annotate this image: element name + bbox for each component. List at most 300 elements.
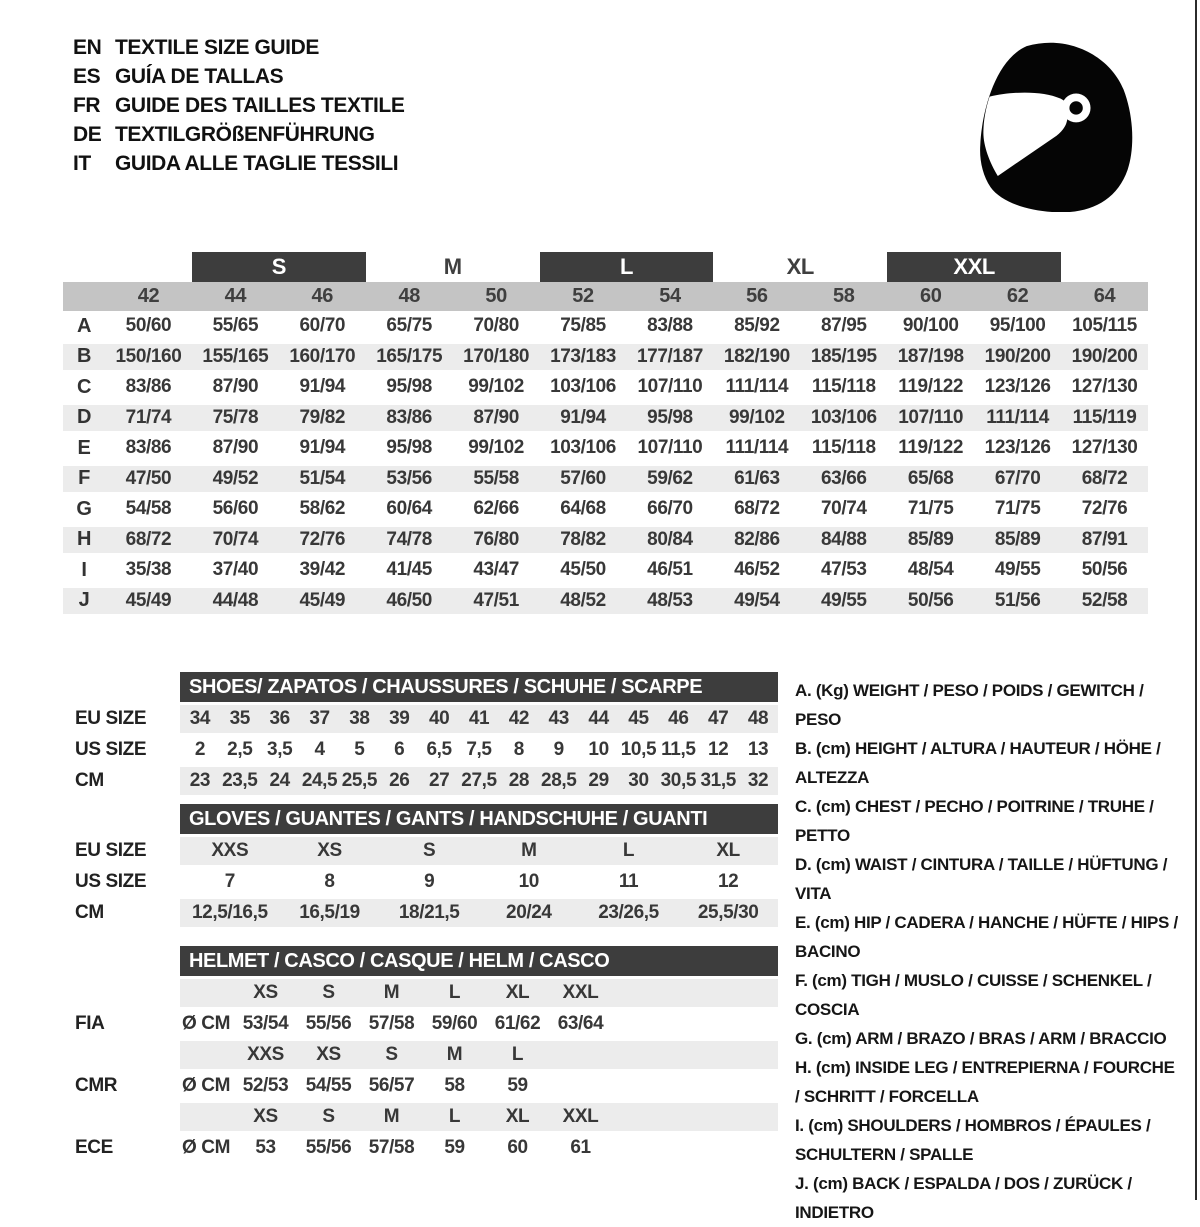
size-cell: 48/53 (647, 589, 693, 611)
row-label: EU SIZE (75, 840, 147, 861)
size-table-row (63, 342, 1148, 373)
size-cell: 50/56 (907, 589, 954, 611)
size-cell: 127/130 (1071, 437, 1138, 459)
size-cell: 40 (428, 708, 450, 729)
size-cell: 53 (255, 1137, 276, 1158)
size-cell: 70/74 (821, 498, 867, 520)
size-cell: 66/70 (647, 498, 693, 520)
size-cell: XXL (562, 982, 599, 1003)
size-table-row (63, 464, 1148, 495)
size-cell: 55/56 (305, 1013, 352, 1034)
size-cell: 45/49 (299, 589, 346, 611)
size-cell: 59 (444, 1137, 465, 1158)
row-cells (180, 837, 778, 865)
size-cell: 49/55 (994, 559, 1041, 581)
helmet-title-bar: HELMET / CASCO / CASQUE / HELM / CASCO (180, 946, 778, 976)
size-cell: 87/90 (212, 437, 259, 459)
gloves-title-row (63, 804, 778, 834)
size-group-xl: XL (786, 254, 814, 279)
size-cell: 45/49 (125, 589, 172, 611)
shoes-rows (63, 705, 778, 795)
size-cell: 49/54 (734, 589, 780, 611)
size-cell: 103/106 (550, 376, 616, 398)
size-cell: M (521, 840, 537, 861)
table-row (63, 1072, 778, 1100)
size-column-header: 44 (224, 285, 247, 307)
legend-item: D. (cm) WAIST / CINTURA / TAILLE / HÜFTUNG / VITA (795, 855, 1168, 903)
standard-label (63, 979, 180, 1007)
size-cell: 160/170 (289, 345, 356, 367)
size-cell: 173/183 (550, 345, 616, 367)
size-group-xxl: XXL (887, 252, 1061, 282)
size-cell: 91/94 (560, 406, 606, 428)
size-column-header: 50 (485, 285, 507, 307)
size-cell: 111/114 (725, 437, 789, 459)
legend-item: F. (cm) TIGH / MUSLO / CUISSE / SCHENKEL / COSCIA (795, 971, 1152, 1019)
size-group-m: M (443, 254, 462, 279)
size-cell: 35 (229, 708, 250, 729)
size-body-rows (63, 311, 1148, 616)
size-cell: 75/78 (212, 406, 259, 428)
size-cell: 119/122 (898, 437, 964, 459)
size-table-row (63, 525, 1148, 556)
size-cell: 12 (708, 739, 729, 760)
legend-item: E. (cm) HIP / CADERA / HANCHE / HÜFTE / HIPS / BACINO (795, 913, 1178, 961)
row-label: CM (75, 902, 104, 923)
row-cells (180, 705, 778, 733)
standard-label: ECE (75, 1137, 113, 1158)
size-cell: 71/75 (994, 498, 1041, 520)
size-cell: 57/60 (560, 467, 606, 489)
row-cells (180, 767, 778, 795)
size-cell: 26 (389, 770, 410, 791)
size-cell: 4 (314, 739, 325, 760)
table-row (63, 1010, 778, 1038)
size-cell: 41 (468, 708, 490, 729)
size-cell: 182/190 (723, 345, 790, 367)
language-code: EN (73, 36, 102, 59)
size-cell: 48/52 (560, 589, 606, 611)
size-column-header: 56 (746, 285, 768, 307)
table-row (63, 736, 778, 764)
size-row-label: G (76, 497, 92, 520)
size-cell: 12,5/16,5 (192, 902, 268, 923)
size-cell: 46/51 (647, 559, 693, 581)
row-label: US SIZE (75, 871, 147, 892)
size-cell: 24 (269, 770, 290, 791)
racing-helmet-svg (978, 42, 1133, 212)
size-column-header: 54 (659, 285, 681, 307)
legend-item: G. (cm) ARM / BRAZO / BRAS / ARM / BRACCIO (795, 1029, 1167, 1048)
spacer (63, 804, 180, 834)
size-cell: 12 (717, 871, 739, 892)
size-cell: S (322, 982, 335, 1003)
legend-item: B. (cm) HEIGHT / ALTURA / HAUTEUR / HÖHE / ALTEZZA (795, 739, 1161, 787)
size-cell: 18/21,5 (398, 902, 460, 923)
size-cell: S (423, 840, 436, 861)
size-cell: XXL (562, 1106, 599, 1127)
size-cell: XS (316, 1044, 341, 1065)
language-code: DE (73, 123, 102, 146)
size-cell: 115/119 (1072, 406, 1137, 428)
size-cell: 115/118 (811, 376, 876, 398)
diameter-cm-label: Ø CM (182, 1137, 231, 1158)
size-cell: 95/98 (386, 376, 432, 398)
size-cell: 79/82 (299, 406, 346, 428)
table-row (63, 705, 778, 733)
diameter-cm-label: Ø CM (182, 1013, 231, 1034)
size-cell: 60/64 (386, 498, 432, 520)
size-cell: 35/38 (125, 559, 172, 581)
size-cell: 63/66 (821, 467, 867, 489)
size-cell: 70/74 (212, 528, 259, 550)
size-cell: 54/55 (305, 1075, 352, 1096)
legend-item: H. (cm) INSIDE LEG / ENTREPIERNA / FOURCHE / SCHRITT / FORCELLA (795, 1058, 1175, 1106)
size-cell: 84/88 (821, 528, 867, 550)
gloves-title-bar: GLOVES / GUANTES / GANTS / HANDSCHUHE / GUANTI (180, 804, 778, 834)
size-cell: XL (716, 840, 740, 861)
size-cell: 57/58 (368, 1013, 415, 1034)
size-cell: 53/54 (242, 1013, 289, 1034)
size-cell: 63/64 (557, 1013, 604, 1034)
table-row (63, 868, 778, 896)
size-cell: XL (505, 1106, 530, 1127)
size-cell: 58 (444, 1075, 465, 1096)
size-cell: 6 (394, 739, 405, 760)
size-cell: 70/80 (473, 315, 519, 337)
size-column-header: 62 (1006, 285, 1029, 307)
size-group-s: S (192, 252, 366, 282)
language-title: TEXTILGRÖßENFÜHRUNG (115, 123, 375, 146)
size-cell: 85/92 (734, 315, 780, 337)
racing-helmet-icon (978, 42, 1133, 212)
size-cell: 82/86 (734, 528, 780, 550)
size-cell: 91/94 (299, 376, 346, 398)
spacer (63, 672, 180, 702)
size-cell: 9 (553, 739, 564, 760)
size-table-row (63, 311, 1148, 342)
size-cell: 29 (588, 770, 609, 791)
size-cell: 49/52 (212, 467, 259, 489)
page-right-border (1195, 0, 1197, 1200)
size-cell: 27,5 (461, 770, 497, 791)
size-cell: 13 (747, 739, 769, 760)
size-cell: 83/86 (386, 406, 432, 428)
size-column-header: 64 (1093, 285, 1116, 307)
size-cell: 170/180 (463, 345, 530, 367)
size-cell: 30,5 (660, 770, 697, 791)
size-cell: 6,5 (426, 739, 452, 760)
size-cell: 87/90 (212, 376, 259, 398)
size-cell: S (385, 1044, 398, 1065)
size-cell: 25,5 (341, 770, 378, 791)
language-row (73, 120, 404, 149)
size-cell: 85/89 (907, 528, 954, 550)
language-row (73, 62, 404, 91)
table-row (63, 1103, 778, 1131)
size-row-label: E (77, 436, 91, 459)
size-cell: 87/95 (821, 315, 867, 337)
size-cell: 55/56 (305, 1137, 352, 1158)
size-cell: 165/175 (376, 345, 443, 367)
size-cell: 111/114 (725, 376, 789, 398)
size-cell: 10,5 (620, 739, 657, 760)
size-cell: 115/118 (811, 437, 876, 459)
size-cell: 150/160 (115, 345, 182, 367)
size-cell: 71/74 (125, 406, 172, 428)
row-cells (180, 979, 778, 1007)
table-row (63, 767, 778, 795)
size-cell: 23/26,5 (598, 902, 659, 923)
shoes-title-bar: SHOES/ ZAPATOS / CHAUSSURES / SCHUHE / SCARPE (180, 672, 778, 702)
size-cell: 16,5/19 (299, 902, 360, 923)
size-cell: 20/24 (506, 902, 552, 923)
size-column-header: 60 (919, 285, 942, 307)
size-cell: 44 (588, 708, 609, 729)
legend-item: J. (cm) BACK / ESPALDA / DOS / ZURÜCK / INDIETRO (795, 1174, 1132, 1222)
size-column-header: 52 (572, 285, 594, 307)
size-cell: XXS (247, 1044, 284, 1065)
size-cell: XS (317, 840, 342, 861)
legend-item: A. (Kg) WEIGHT / PESO / POIDS / GEWITCH / PESO (795, 681, 1144, 729)
size-row-label: F (78, 467, 90, 490)
size-cell: 155/165 (202, 345, 269, 367)
size-cell: 62/66 (473, 498, 519, 520)
size-cell: 50/60 (125, 315, 172, 337)
size-cell: 72/76 (299, 528, 346, 550)
size-cell: 187/198 (897, 345, 964, 367)
size-row-label: B (76, 345, 92, 368)
size-column-header: 48 (398, 285, 420, 307)
size-cell: M (383, 1106, 400, 1127)
size-cell: L (622, 840, 635, 861)
size-cell: 83/86 (125, 376, 172, 398)
size-cell: XL (505, 982, 530, 1003)
measurement-legend (795, 676, 1183, 1227)
size-cell: 24,5 (301, 770, 338, 791)
gloves-table (63, 804, 778, 930)
spacer (63, 946, 180, 976)
size-cell: 46 (668, 708, 689, 729)
size-row-label: C (76, 375, 92, 398)
size-cell: 119/122 (898, 376, 964, 398)
shoes-title-row (63, 672, 778, 702)
size-cell: 53/56 (386, 467, 432, 489)
size-cell: 59/60 (431, 1013, 478, 1034)
size-cell: 46/50 (386, 589, 432, 611)
size-cell: 61/63 (734, 467, 780, 489)
size-column-header: 58 (833, 285, 855, 307)
size-cell: 28 (508, 770, 530, 791)
size-cell: 51/56 (994, 589, 1041, 611)
size-cell: 27 (428, 770, 450, 791)
size-table-row (63, 403, 1148, 434)
table-row (63, 837, 778, 865)
size-cell: 91/94 (299, 437, 346, 459)
size-cell: 177/187 (637, 345, 703, 367)
size-cell: XXS (211, 840, 249, 861)
row-cells (180, 899, 778, 927)
standard-label: FIA (75, 1013, 105, 1034)
size-cell: XS (253, 982, 278, 1003)
size-cell: 34 (189, 708, 211, 729)
size-cell: 85/89 (994, 528, 1041, 550)
size-cell: S (322, 1106, 335, 1127)
size-cell: 52/53 (242, 1075, 289, 1096)
size-cell: 103/106 (810, 406, 877, 428)
size-cell: 78/82 (560, 528, 606, 550)
size-cell: 90/100 (902, 315, 959, 337)
size-cell: 2 (194, 739, 206, 760)
size-cell: 48/54 (907, 559, 954, 581)
size-row-label: D (76, 406, 92, 429)
size-cell: 65/68 (907, 467, 954, 489)
language-title: GUIDE DES TAILLES TEXTILE (115, 94, 405, 117)
size-cell: 47 (708, 708, 729, 729)
row-cells (180, 868, 778, 896)
size-cell: 38 (349, 708, 370, 729)
size-cell: 58/62 (299, 498, 346, 520)
size-cell: 61 (570, 1137, 591, 1158)
size-cell: 23 (189, 770, 211, 791)
size-cell: 123/126 (984, 437, 1051, 459)
size-cell: 103/106 (550, 437, 616, 459)
row-cells (180, 1134, 778, 1162)
size-cell: M (383, 982, 400, 1003)
size-cell: L (448, 982, 461, 1003)
size-cell: 75/85 (560, 315, 606, 337)
size-cell: 47/51 (473, 589, 519, 611)
size-table-row (63, 433, 1148, 464)
size-number-row (63, 282, 1148, 311)
row-label: EU SIZE (75, 708, 147, 729)
size-table-row (63, 555, 1148, 586)
size-row-label: I (81, 558, 87, 581)
row-cells (180, 1041, 778, 1069)
size-cell: 43/47 (473, 559, 519, 581)
size-cell: 10 (518, 871, 539, 892)
table-row (63, 899, 778, 927)
size-cell: L (448, 1106, 461, 1127)
size-cell: 32 (747, 770, 769, 791)
size-cell: 67/70 (994, 467, 1041, 489)
size-cell: 55/65 (212, 315, 259, 337)
legend-item: I. (cm) SHOULDERS / HOMBROS / ÉPAULES / SCHULTERN / SPALLE (795, 1116, 1151, 1164)
size-cell: 95/98 (386, 437, 432, 459)
size-cell: 71/75 (907, 498, 954, 520)
size-cell: 59/62 (647, 467, 693, 489)
size-cell: 56/60 (212, 498, 259, 520)
size-row-label: A (76, 314, 92, 337)
size-cell: 95/100 (989, 315, 1046, 337)
size-cell: 99/102 (468, 437, 524, 459)
size-cell: 74/78 (386, 528, 432, 550)
size-cell: 47/50 (125, 467, 172, 489)
size-cell: 25,5/30 (697, 902, 759, 923)
size-cell: 8 (513, 739, 524, 760)
language-title: GUÍA DE TALLAS (115, 65, 284, 88)
size-cell: 48 (747, 708, 769, 729)
size-cell: 107/110 (637, 376, 703, 398)
row-label: US SIZE (75, 739, 147, 760)
size-cell: 80/84 (647, 528, 693, 550)
size-cell: 185/195 (810, 345, 877, 367)
size-cell: M (446, 1044, 463, 1065)
size-cell: 47/53 (821, 559, 867, 581)
size-group-row (63, 252, 1148, 282)
size-cell: 49/55 (821, 589, 867, 611)
size-cell: 56/57 (368, 1075, 415, 1096)
size-cell: 39 (389, 708, 410, 729)
size-cell: 28,5 (541, 770, 577, 791)
size-cell: XS (253, 1106, 278, 1127)
size-cell: 83/88 (647, 315, 693, 337)
size-cell: 44/48 (212, 589, 259, 611)
size-table-row (63, 494, 1148, 525)
language-list (73, 33, 404, 178)
size-cell: 61/62 (494, 1013, 541, 1034)
size-cell: 3,5 (267, 739, 293, 760)
language-row (73, 149, 404, 178)
size-cell: 99/102 (729, 406, 785, 428)
shoes-table (63, 672, 778, 798)
size-cell: 87/90 (473, 406, 519, 428)
size-cell: 190/200 (984, 345, 1051, 367)
row-cells (180, 1072, 778, 1100)
size-table-row (63, 372, 1148, 403)
table-row (63, 1134, 778, 1162)
size-cell: 10 (588, 739, 609, 760)
legend-item: C. (cm) CHEST / PECHO / POITRINE / TRUHE / PETTO (795, 797, 1154, 845)
size-cell: 190/200 (1071, 345, 1138, 367)
helmet-title-row (63, 946, 778, 976)
size-cell: 60 (507, 1137, 528, 1158)
size-cell: 51/54 (299, 467, 346, 489)
language-code: FR (73, 94, 101, 117)
size-cell: 59 (507, 1075, 528, 1096)
row-cells (180, 736, 778, 764)
size-cell: 72/76 (1081, 498, 1128, 520)
size-cell: 37/40 (212, 559, 259, 581)
size-cell: 45/50 (560, 559, 606, 581)
size-cell: 55/58 (473, 467, 519, 489)
language-row (73, 33, 404, 62)
size-cell: 30 (628, 770, 649, 791)
size-cell: 64/68 (560, 498, 606, 520)
size-cell: 41/45 (386, 559, 432, 581)
size-cell: 87/91 (1081, 528, 1128, 550)
size-cell: 5 (354, 739, 365, 760)
size-cell: 127/130 (1071, 376, 1138, 398)
table-row (63, 1041, 778, 1069)
size-cell: 95/98 (647, 406, 693, 428)
language-code: ES (73, 65, 101, 88)
size-cell: 2,5 (227, 739, 253, 760)
size-cell: 107/110 (898, 406, 964, 428)
size-cell: 39/42 (299, 559, 346, 581)
size-cell: 105/115 (1072, 315, 1137, 337)
size-cell: 68/72 (1081, 467, 1128, 489)
size-cell: 57/58 (368, 1137, 415, 1158)
helmet-rows (63, 979, 778, 1162)
helmet-size-table (63, 946, 778, 1165)
size-table-row (63, 586, 1148, 617)
size-row-label: J (78, 589, 90, 612)
size-row-label: H (76, 528, 92, 551)
size-cell: 7 (224, 871, 235, 892)
size-cell: 111/114 (986, 406, 1049, 428)
size-cell: 54/58 (125, 498, 172, 520)
